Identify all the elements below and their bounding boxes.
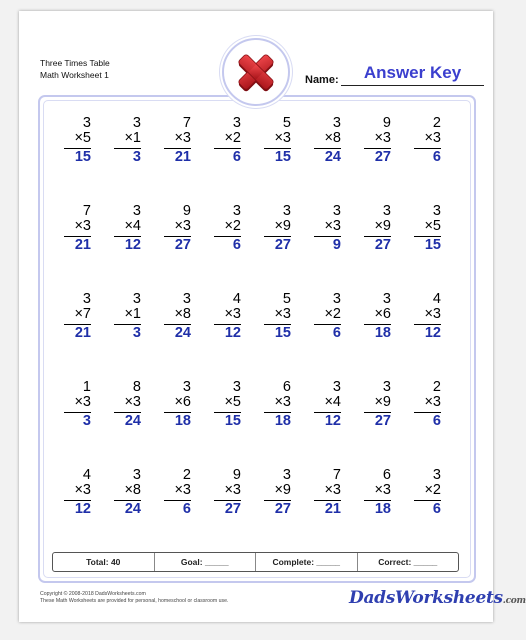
problem-multiplier: ×8 bbox=[124, 482, 141, 498]
problem-answer: 15 bbox=[274, 325, 291, 341]
problem-multiplicand: 3 bbox=[332, 203, 341, 219]
problem-multiplicand: 3 bbox=[282, 467, 291, 483]
problem-answer: 15 bbox=[274, 149, 291, 165]
problem-answer: 27 bbox=[374, 237, 391, 253]
multiplication-problem bbox=[156, 467, 206, 555]
problem-multiplicand: 1 bbox=[82, 379, 91, 395]
problem-answer: 21 bbox=[174, 149, 191, 165]
problem-multiplicand: 3 bbox=[432, 203, 441, 219]
problem-multiplier: ×5 bbox=[224, 394, 241, 410]
problem-multiplicand: 3 bbox=[332, 115, 341, 131]
name-field bbox=[305, 63, 485, 85]
multiplication-problem bbox=[156, 115, 206, 203]
worksheet-page bbox=[19, 11, 526, 622]
multiplication-problem bbox=[256, 115, 306, 203]
problem-multiplier: ×9 bbox=[274, 218, 291, 234]
problem-multiplier: ×9 bbox=[374, 218, 391, 234]
problem-multiplier: ×7 bbox=[74, 306, 91, 322]
multiplication-problem bbox=[106, 467, 156, 555]
multiplication-problem bbox=[106, 203, 156, 291]
problem-multiplier: ×3 bbox=[224, 306, 241, 322]
problem-multiplicand: 3 bbox=[332, 379, 341, 395]
multiplication-problem bbox=[206, 115, 256, 203]
problem-multiplier: ×3 bbox=[174, 130, 191, 146]
answer-key-label: Answer Key bbox=[363, 63, 462, 82]
problem-multiplier: ×2 bbox=[324, 306, 341, 322]
problem-answer: 18 bbox=[174, 413, 191, 429]
name-label: Name: bbox=[305, 74, 339, 86]
problem-multiplicand: 9 bbox=[382, 115, 391, 131]
problem-answer: 6 bbox=[332, 325, 341, 341]
multiplication-problem bbox=[206, 379, 256, 467]
problem-answer: 24 bbox=[174, 325, 191, 341]
problem-multiplier: ×3 bbox=[374, 482, 391, 498]
problem-answer: 6 bbox=[232, 149, 241, 165]
problem-answer: 18 bbox=[374, 325, 391, 341]
problem-multiplicand: 7 bbox=[182, 115, 191, 131]
copyright-notice bbox=[40, 591, 228, 605]
problem-multiplier: ×3 bbox=[174, 218, 191, 234]
problem-answer: 6 bbox=[232, 237, 241, 253]
problem-multiplicand: 9 bbox=[182, 203, 191, 219]
problem-multiplier: ×3 bbox=[74, 394, 91, 410]
problem-answer: 6 bbox=[182, 501, 191, 517]
problem-multiplier: ×3 bbox=[324, 482, 341, 498]
correct-field: Correct: _____ bbox=[378, 557, 438, 567]
problem-multiplier: ×1 bbox=[124, 130, 141, 146]
problem-answer: 12 bbox=[324, 413, 341, 429]
problem-multiplier: ×4 bbox=[124, 218, 141, 234]
multiplication-problem bbox=[206, 467, 256, 555]
multiplication-problem bbox=[256, 379, 306, 467]
problem-multiplicand: 3 bbox=[132, 291, 141, 307]
problem-multiplier: ×8 bbox=[324, 130, 341, 146]
problem-answer: 3 bbox=[132, 325, 141, 341]
multiplication-problem bbox=[106, 115, 156, 203]
problem-multiplicand: 6 bbox=[382, 467, 391, 483]
brand-suffix: .com bbox=[502, 596, 526, 606]
problem-multiplier: ×5 bbox=[424, 218, 441, 234]
problem-multiplier: ×6 bbox=[174, 394, 191, 410]
problem-answer: 12 bbox=[224, 325, 241, 341]
problem-multiplicand: 2 bbox=[432, 379, 441, 395]
problem-answer: 15 bbox=[224, 413, 241, 429]
problem-multiplicand: 3 bbox=[82, 291, 91, 307]
problem-multiplier: ×3 bbox=[374, 130, 391, 146]
problem-answer: 27 bbox=[274, 501, 291, 517]
problem-multiplicand: 3 bbox=[382, 379, 391, 395]
problem-answer: 27 bbox=[224, 501, 241, 517]
problem-answer: 18 bbox=[274, 413, 291, 429]
problem-answer: 12 bbox=[124, 237, 141, 253]
problem-multiplicand: 3 bbox=[382, 291, 391, 307]
multiplication-problem bbox=[306, 379, 356, 467]
complete-field: Complete: _____ bbox=[256, 553, 358, 571]
problem-multiplicand: 5 bbox=[282, 115, 291, 131]
problem-multiplicand: 8 bbox=[132, 379, 141, 395]
problem-multiplier: ×3 bbox=[424, 394, 441, 410]
multiplication-problem bbox=[356, 291, 406, 379]
problem-multiplier: ×3 bbox=[424, 306, 441, 322]
problem-multiplicand: 3 bbox=[232, 115, 241, 131]
multiplication-problem bbox=[306, 203, 356, 291]
multiplication-problem bbox=[256, 291, 306, 379]
problem-multiplicand: 3 bbox=[282, 203, 291, 219]
multiplication-problem bbox=[256, 203, 306, 291]
multiplication-problem bbox=[406, 467, 456, 555]
problem-answer: 24 bbox=[124, 413, 141, 429]
problem-multiplicand: 3 bbox=[332, 291, 341, 307]
brand-logo bbox=[349, 588, 526, 608]
multiplication-problem bbox=[56, 203, 106, 291]
problem-multiplier: ×3 bbox=[324, 218, 341, 234]
problem-multiplicand: 3 bbox=[432, 467, 441, 483]
problem-answer: 3 bbox=[82, 413, 91, 429]
multiplication-problem bbox=[406, 115, 456, 203]
brand-name: DadsWorksheets bbox=[349, 588, 503, 608]
multiplication-problem bbox=[56, 115, 106, 203]
problem-answer: 27 bbox=[374, 413, 391, 429]
multiplication-problem bbox=[306, 467, 356, 555]
multiplication-problem bbox=[306, 291, 356, 379]
worksheet-title-line1: Three Times Table bbox=[40, 58, 110, 68]
problem-answer: 27 bbox=[174, 237, 191, 253]
problem-multiplier: ×3 bbox=[224, 482, 241, 498]
problem-multiplicand: 3 bbox=[182, 291, 191, 307]
multiplication-problem bbox=[156, 291, 206, 379]
problem-multiplicand: 3 bbox=[132, 115, 141, 131]
problem-grid bbox=[56, 115, 456, 555]
problem-multiplier: ×5 bbox=[74, 130, 91, 146]
problem-multiplier: ×3 bbox=[74, 482, 91, 498]
problem-multiplicand: 4 bbox=[232, 291, 241, 307]
problem-multiplier: ×3 bbox=[424, 130, 441, 146]
name-underline bbox=[341, 85, 484, 86]
problem-multiplicand: 3 bbox=[382, 203, 391, 219]
multiplication-problem bbox=[106, 291, 156, 379]
copyright-line1: Copyright © 2008-2018 DadsWorksheets.com bbox=[40, 591, 146, 597]
problem-multiplicand: 5 bbox=[282, 291, 291, 307]
problem-multiplier: ×3 bbox=[274, 394, 291, 410]
problem-answer: 15 bbox=[74, 149, 91, 165]
multiplication-problem bbox=[56, 291, 106, 379]
problem-multiplier: ×6 bbox=[374, 306, 391, 322]
problem-multiplier: ×9 bbox=[374, 394, 391, 410]
problem-answer: 3 bbox=[132, 149, 141, 165]
problem-multiplicand: 7 bbox=[332, 467, 341, 483]
problem-answer: 21 bbox=[324, 501, 341, 517]
multiplication-problem bbox=[206, 291, 256, 379]
problem-answer: 24 bbox=[124, 501, 141, 517]
problem-multiplicand: 9 bbox=[232, 467, 241, 483]
answer-key-badge bbox=[222, 38, 290, 106]
multiplication-problem bbox=[106, 379, 156, 467]
problem-multiplier: ×3 bbox=[74, 218, 91, 234]
problem-multiplicand: 4 bbox=[82, 467, 91, 483]
problem-multiplier: ×9 bbox=[274, 482, 291, 498]
problem-answer: 12 bbox=[74, 501, 91, 517]
problem-answer: 9 bbox=[332, 237, 341, 253]
multiplication-problem bbox=[56, 467, 106, 555]
problem-multiplicand: 3 bbox=[232, 379, 241, 395]
multiplication-problem bbox=[406, 203, 456, 291]
problem-answer: 24 bbox=[324, 149, 341, 165]
problem-multiplicand: 3 bbox=[132, 203, 141, 219]
copyright-line2: These Math Worksheets are provided for personal, homeschool or classroom use. bbox=[40, 598, 229, 604]
multiplication-problem bbox=[156, 379, 206, 467]
problem-multiplier: ×3 bbox=[274, 130, 291, 146]
multiplication-problem bbox=[306, 115, 356, 203]
total-count: Total: 40 bbox=[53, 553, 155, 571]
worksheet-title-line2: Math Worksheet 1 bbox=[40, 70, 109, 80]
problem-answer: 6 bbox=[432, 413, 441, 429]
problem-multiplicand: 2 bbox=[432, 115, 441, 131]
problem-answer: 21 bbox=[74, 237, 91, 253]
problem-multiplicand: 4 bbox=[432, 291, 441, 307]
problem-answer: 6 bbox=[432, 149, 441, 165]
problem-multiplier: ×2 bbox=[424, 482, 441, 498]
multiplication-problem bbox=[256, 467, 306, 555]
problem-multiplicand: 3 bbox=[82, 115, 91, 131]
multiplication-problem bbox=[356, 379, 406, 467]
problem-answer: 27 bbox=[274, 237, 291, 253]
problem-multiplier: ×3 bbox=[174, 482, 191, 498]
problem-multiplier: ×3 bbox=[274, 306, 291, 322]
problem-multiplicand: 3 bbox=[132, 467, 141, 483]
score-bar bbox=[52, 552, 459, 572]
problem-answer: 12 bbox=[424, 325, 441, 341]
problem-multiplicand: 2 bbox=[182, 467, 191, 483]
problem-answer: 21 bbox=[74, 325, 91, 341]
red-x-icon bbox=[230, 46, 282, 98]
problem-multiplier: ×4 bbox=[324, 394, 341, 410]
multiplication-problem bbox=[206, 203, 256, 291]
problem-answer: 6 bbox=[432, 501, 441, 517]
problem-answer: 18 bbox=[374, 501, 391, 517]
problem-answer: 27 bbox=[374, 149, 391, 165]
problem-multiplier: ×1 bbox=[124, 306, 141, 322]
problem-multiplicand: 3 bbox=[232, 203, 241, 219]
problem-multiplier: ×2 bbox=[224, 218, 241, 234]
problem-multiplier: ×3 bbox=[124, 394, 141, 410]
multiplication-problem bbox=[356, 203, 406, 291]
problem-answer: 15 bbox=[424, 237, 441, 253]
multiplication-problem bbox=[406, 379, 456, 467]
problem-multiplier: ×8 bbox=[174, 306, 191, 322]
multiplication-problem bbox=[56, 379, 106, 467]
problem-multiplicand: 7 bbox=[82, 203, 91, 219]
problem-multiplicand: 6 bbox=[282, 379, 291, 395]
multiplication-problem bbox=[356, 467, 406, 555]
multiplication-problem bbox=[406, 291, 456, 379]
goal-field: Goal: _____ bbox=[155, 553, 257, 571]
multiplication-problem bbox=[156, 203, 206, 291]
worksheet-title bbox=[40, 57, 110, 81]
multiplication-problem bbox=[356, 115, 406, 203]
problem-multiplier: ×2 bbox=[224, 130, 241, 146]
problem-multiplicand: 3 bbox=[182, 379, 191, 395]
